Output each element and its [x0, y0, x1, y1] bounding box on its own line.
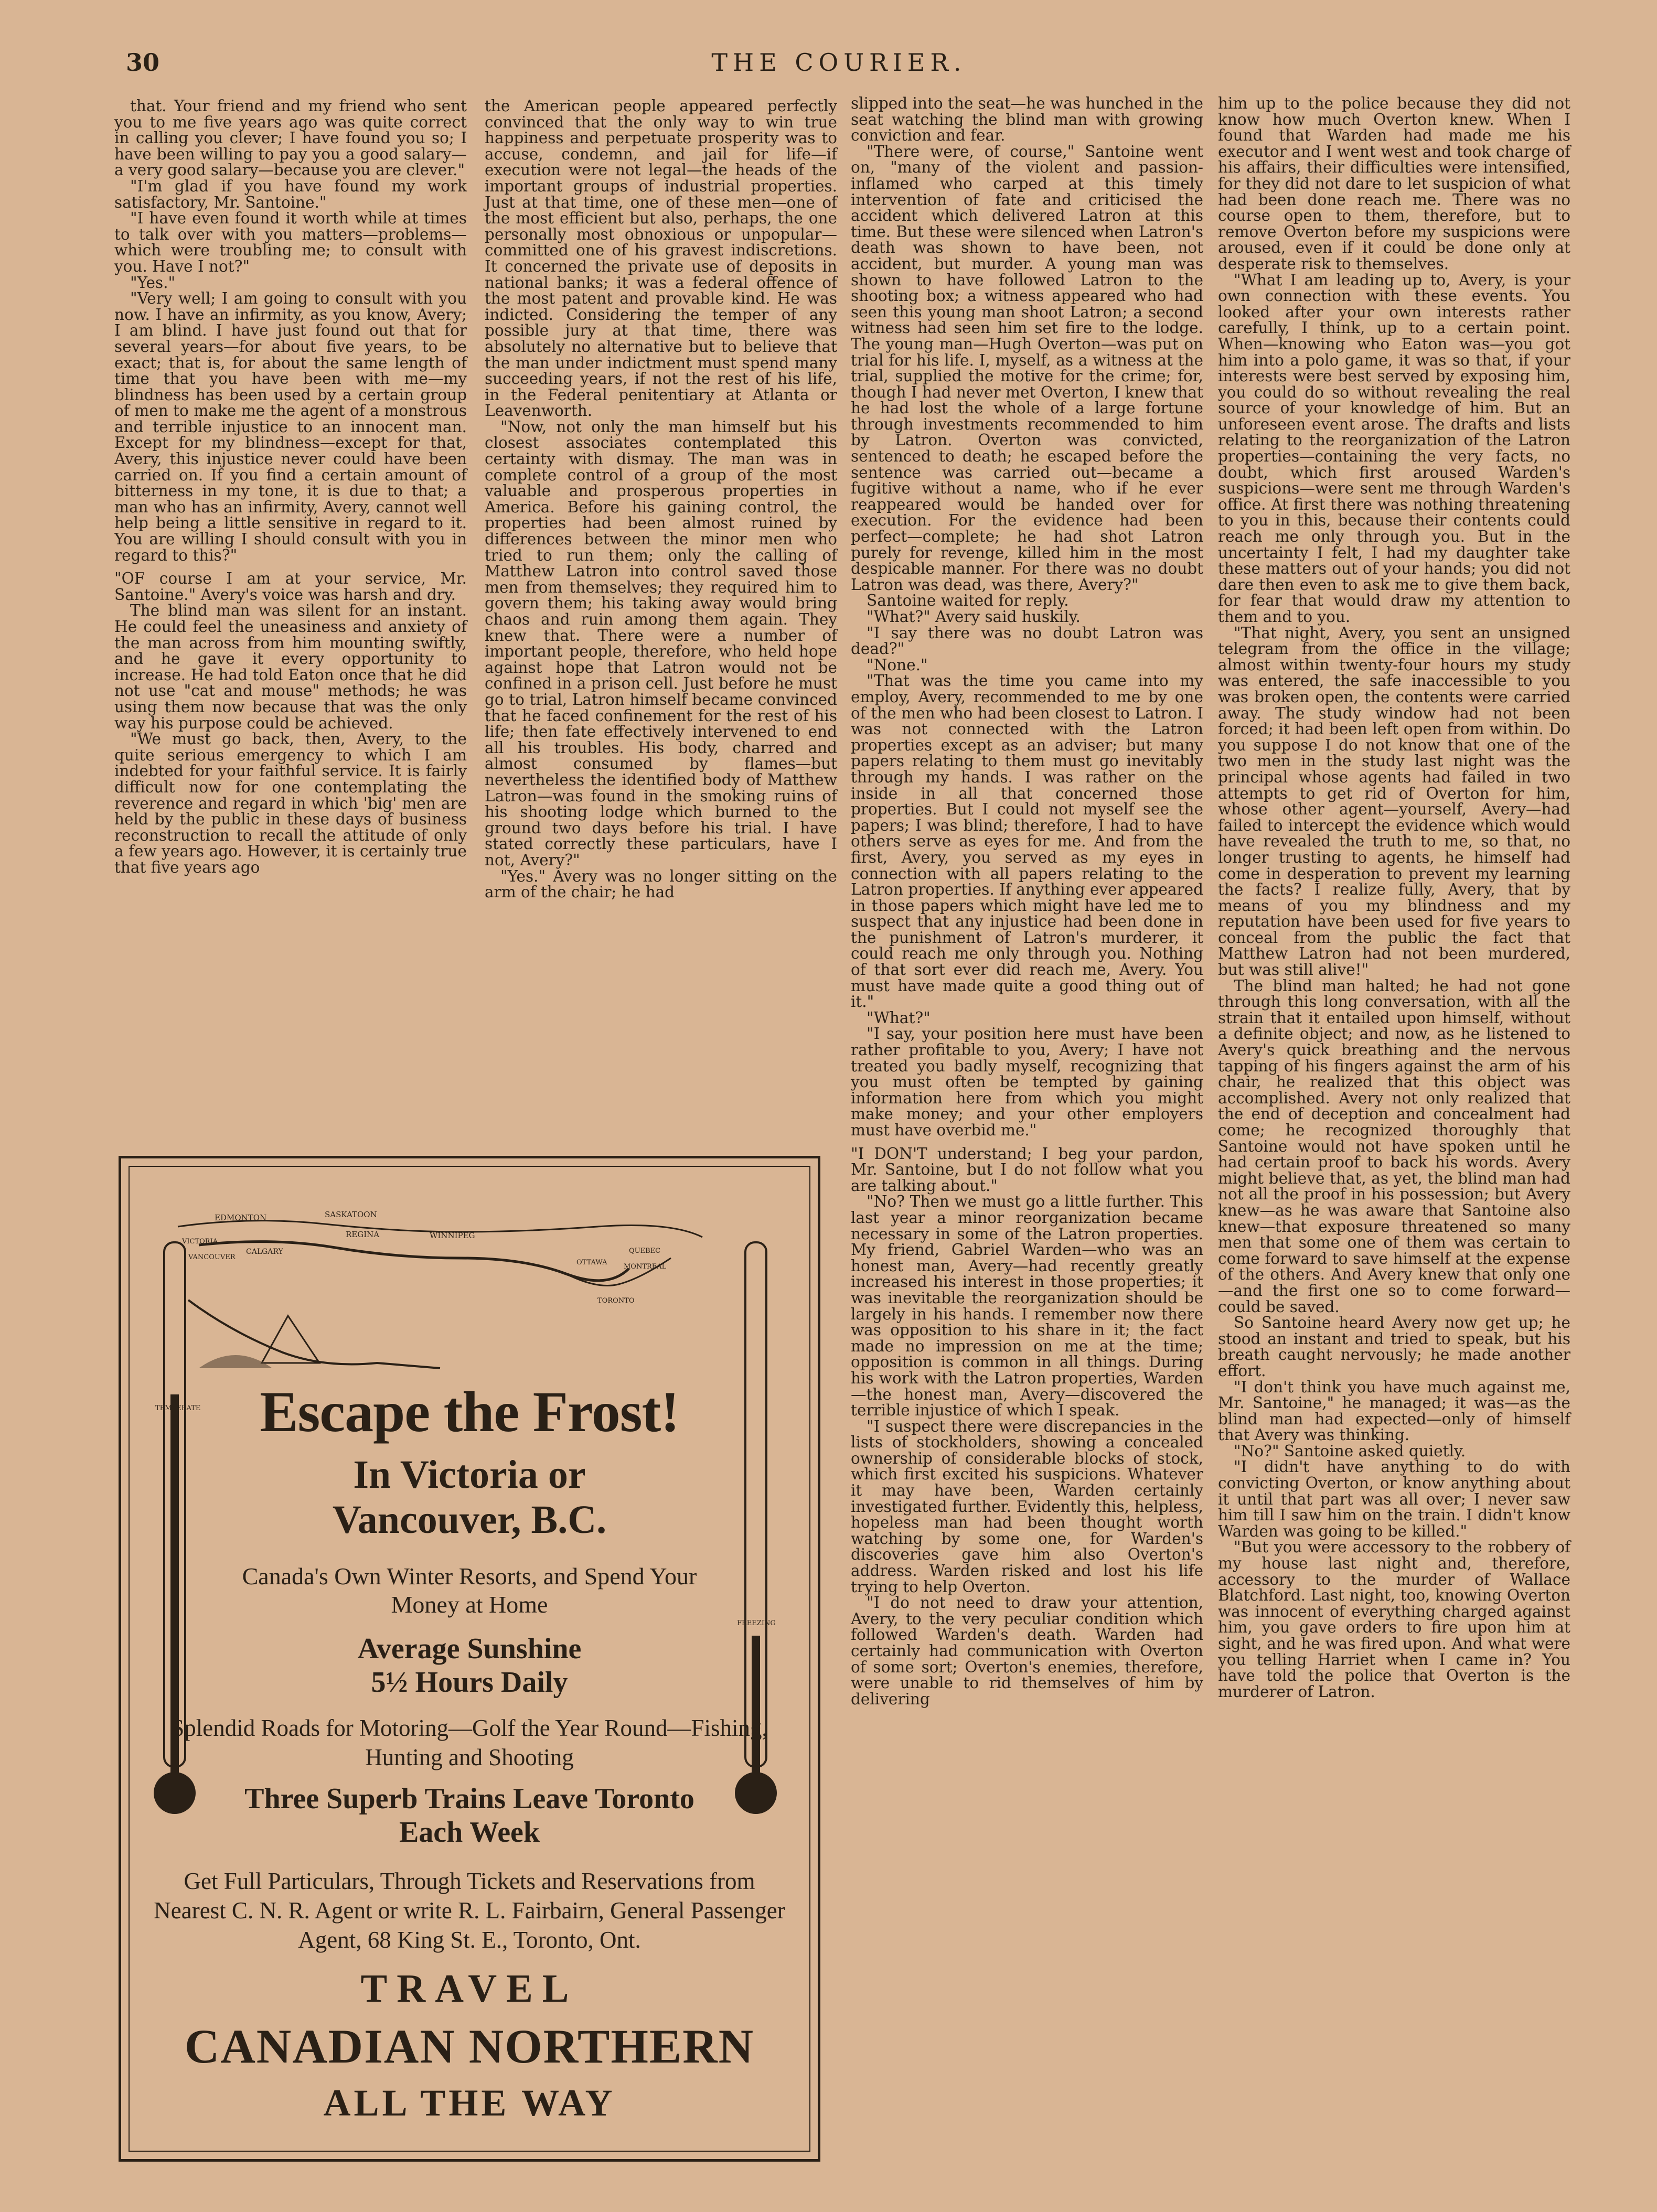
ad-travel: TRAVEL [360, 1967, 579, 2011]
map-label: VICTORIA [182, 1238, 218, 1245]
map-label: VANCOUVER [188, 1253, 236, 1261]
ad-sunshine-line-1: Average Sunshine [357, 1633, 582, 1665]
paragraph: "None." [867, 656, 928, 674]
map-label: MONTREAL [624, 1263, 667, 1271]
paragraph: "I didn't have anything to do with convicting Overton, or know anything about it until that part was all over; I never saw him till I saw him on the train. I didn't know Warden was going to be killed." [1218, 1458, 1570, 1540]
ad-tagline: Canada's Own Winter Resorts, and Spend Your Money at Home [242, 1563, 697, 1618]
paragraph: The blind man halted; he had not gone through this long conversation, with all the strain that it entailed upon himself, without a definite object; and now, as he listened to Avery's quick breathing and the nervous tapping of his fingers against the arm of his chair, he realized that this object was accomplished. Avery not only realized that the end of deception and concealment had come; he recognized thoroughly that Santoine would not have spoken until he had certain proof to back his words. Avery might believe that, as yet, the blind man had not all the proof in his possession; but Avery knew—as he was aware that Santoine also knew—that exposure threatened so many men that some one of them was certain to come forward to save himself at the expense of the others. And Avery knew that only one—and the first one so to come forward—could be saved. [1218, 976, 1570, 1316]
ad-trains-line-2: Each Week [399, 1816, 540, 1849]
paragraph: "Yes." Avery was no longer sitting on the arm of the chair; he had [485, 867, 837, 901]
paragraph: "I don't think you have much against me, Mr. Santoine," he managed; it was—as the blind man had expected—only of himself that Avery was thinking. [1218, 1378, 1570, 1444]
paragraph: So Santoine heard Avery now get up; he stood an instant and tried to speak, but his breath caught nervously; he made another effort. [1218, 1314, 1570, 1380]
ad-location-line-1: In Victoria or [353, 1453, 586, 1497]
paragraph: "I'm glad if you have found my work satisfactory, Mr. Santoine." [114, 177, 467, 211]
paragraph: "We must go back, then, Avery, to the quite serious emergency to which I am indebted for your faithful service. It is fairly difficult now for one contemplating the reverence and regard in which 'big' men are held by the public in these days of business reconstruction to recall the attitude of only a few years ago. However, it is certainly true that five years ago [114, 730, 467, 876]
paragraph: The blind man was silent for an instant. He could feel the uneasiness and anxiety of the man across from him mounting swiftly, and he gave it every opportunity to increase. He had told Eaton once that he did not use "cat and mouse" methods; he was using them now because that was the only way his purpose could be achieved. [114, 602, 467, 732]
paragraph: "I suspect there were discrepancies in the lists of stockholders, showing a concealed ownership of considerable blocks of stock, which first excited his suspicions. Whatever it may have been, Warden certainly investigated further. Evidently this, helpless, hopeless man had been thought worth watching by some one, for Warden's discoveries gave him also Overton's address. Warden risked and lost his life trying to help Overton. [851, 1417, 1203, 1596]
ad-location-line-2: Vancouver, B.C. [332, 1498, 607, 1542]
article-column-3 [851, 95, 1203, 2162]
paragraph: the American people appeared perfectly convinced that the only way to win true happiness and perpetuate prosperity was to accuse, condemn, and jail for life—if execution were not legal—the heads of the important groups of industrial properties. Just at that time, one of these men—one of the most efficient but also, perhaps, the one personally most obnoxious or unpopular—committed one of his gravest indiscretions. It concerned the private use of deposits in national banks; it was a federal offence of the most patent and provable kind. He was indicted. Considering the temper of any possible jury at that time, there was absolutely no alternative but to believe that the man under indictment must spend many succeeding years, if not the rest of his life, in the Federal penitentiary at Atlanta or Leavenworth. [485, 97, 837, 420]
ad-headline: Escape the Frost! [260, 1380, 679, 1444]
map-label: WINNIPEG [430, 1231, 475, 1240]
paragraph: "No? Then we must go a little further. This last year a minor reorganization became necessary in some of the Latron properties. My friend, Gabriel Warden—who was an honest man, Avery—had recently greatly increased his interest in those properties; it was inevitable the reorganization should be largely in his hands. I remember now there was opposition to his share in it; the fact made no impression on me at the time; opposition is common in all things. During his work with the Latron properties, Warden—the honest man, Avery—discovered the terrible injustice of which I speak. [851, 1193, 1203, 1420]
paragraph: "There were, of course," Santoine went on, "many of the violent and passion-inflamed who carped at this timely intervention of fate and criticised the accident which delivered Latron at this time. But these were silenced when Latron's death was shown to have been, not accident, but murder. A young man was shown to have followed Latron to the shooting box; a witness appeared who had seen this young man shoot Latron; a second witness had seen him set fire to the lodge. The young man—Hugh Overton—was put on trial for his life. I, myself, as a witness at the trial, supplied the motive for the crime; for, though I had never met Overton, I knew that he had lost the whole of a large fortune through investments recommended to him by Latron. Overton was convicted, sentenced to death; he escaped before the sentence was carried out—became a fugitive without a name, who if he ever reappeared would be handed over for execution. For the evidence had been perfect—complete; he had shot Latron purely for revenge, killed him in the most despicable manner. For there was no doubt Latron was dead, was there, Avery?" [851, 142, 1203, 594]
thermometer-right-label: FREEZING [737, 1619, 776, 1627]
ad-sunshine-line-2: 5½ Hours Daily [371, 1666, 568, 1699]
paragraph: "Very well; I am going to consult with you now. I have an infirmity, as you know, Avery; I am blind. I have just found out that for several years—for about five years, to be exact; that is, for about the same length of time that you have been with me—my blindness has been used by a certain group of men to make me the agent of a monstrous and terrible injustice to an innocent man. Except for my blindness—except for that, Avery, this injustice never could have been carried on. If you find a certain amount of bitterness in my tone, it is due to that; a man who has an infirmity, Avery, cannot well help being a little sensitive in regard to it. You are willing I should consult with you in regard to this?" [114, 289, 467, 564]
map-label: REGINA [346, 1230, 380, 1239]
ad-all-the-way: ALL THE WAY [323, 2082, 616, 2124]
paragraph: "I say there was no doubt Latron was dead?" [851, 624, 1203, 658]
drop-cap-paragraph: "OF course I am at your service, Mr. Santoine." Avery's voice was harsh and dry. [114, 570, 467, 604]
paragraph: slipped into the seat—he was hunched in the seat watching the blind man with growing conviction and fear. [851, 94, 1203, 145]
paragraph: "I have even found it worth while at times to talk over with you matters—problems—which were troubling me; to consult with you. Have I not?" [114, 209, 467, 275]
paragraph: "That was the time you came into my employ, Avery, recommended to me by one of the men who had been closest to Latron. I was not connected with the Latron properties except as an adviser; but many papers relating to them must go inevitably through my hands. I was rather on the inside in all that concerned those properties. But I could not myself see the papers; I was blind; therefore, I had to have others serve as eyes for me. And from the first, Avery, you served as my eyes in connection with all papers relating to the Latron properties. If anything ever appeared in those papers which might have led me to suspect that any injustice had been done in the punishment of Latron's murderer, it could reach me only through you. Nothing of that sort ever did reach me, Avery. You must have made quite a good thing out of it." [851, 672, 1203, 1011]
article-column-1 [114, 98, 467, 1111]
paragraph: "What?" [867, 1008, 931, 1027]
ad-particulars: Get Full Particulars, Through Tickets and Reservations from Nearest C. N. R. Agent or write R. L. Fairbairn, General Passenger Agent, 68 King St. E., Toronto, Ont. [154, 1868, 785, 1953]
paragraph: "I say, your position here must have been rather profitable to you, Avery; I have not treated you badly myself, recognizing that you must often be tempted by gaining information here from which you might make money; and your other employers must have overbid me." [851, 1025, 1203, 1139]
page-number: 30 [126, 48, 160, 77]
ad-activities: Splendid Roads for Motoring—Golf the Year Round—Fishing, Hunting and Shooting [171, 1715, 768, 1770]
paragraph: "That night, Avery, you sent an unsigned telegram from the office in the village; almost within twenty-four hours my study was entered, the safe inaccessible to you was broken open, the contents were carried away. The study window had not been forced; it had been left open from within. Do you suppose I do not know that one of the two men in the study last night was the principal whose agents had failed in two attempts to get rid of Overton for him, whose other agent—yourself, Avery—had failed to intercept the evidence which would have revealed the truth to me, so that, no longer trusting to agents, he himself had come in desperation to prevent my learning the facts? I realize fully, Avery, that by means of you my blindness and my reputation have been used for five years to conceal from the public the fact that Matthew Latron had not been murdered, but was still alive!" [1218, 624, 1570, 979]
drop-cap-paragraph: "I DON'T understand; I beg your pardon, Mr. Santoine, but I do not follow what you are talking about." [851, 1144, 1203, 1195]
paragraph: "Now, not only the man himself but his closest associates contemplated this certainty with dismay. The man was in complete control of a group of the most valuable and prosperous properties in America. Before his gaining control, the properties had been almost ruined by differences between the minor men who tried to run them; only the calling of Matthew Latron into control saved those men from themselves; they required him to govern them; his taking away would bring chaos and ruin among them again. They knew that. There were a number of important people, therefore, who held hope against hope that Latron would not be confined in a prison cell. Just before he must go to trial, Latron himself became convinced that he faced confinement for the rest of his life; then fate effectively intervened to end all his troubles. His body, charred and almost consumed by flames—but nevertheless the identified body of Matthew Latron—was found in the smoking ruins of his shooting lodge which burned to the ground two days before his trial. I have stated correctly these particulars, have I not, Avery?" [485, 417, 837, 869]
paragraph: "But you were accessory to the robbery of my house last night and, therefore, accessory to the murder of Wallace Blatchford. Last night, too, knowing Overton was innocent of everything charged against him, you gave orders to fire upon him at sight, and he was fired upon. And what were you telling Harriet when I came in? You have told the police that Overton is the murderer of Latron. [1218, 1538, 1570, 1701]
paragraph: "Yes." [130, 273, 176, 292]
map-label: CALGARY [246, 1248, 283, 1256]
ad-trains-line-1: Three Superb Trains Leave Toronto [244, 1783, 694, 1815]
map-label: OTTAWA [576, 1259, 607, 1266]
map-label: TORONTO [597, 1297, 635, 1305]
paragraph: "No?" Santoine asked quietly. [1234, 1442, 1466, 1460]
paragraph: "I do not need to draw your attention, Avery, to the very peculiar condition which followed Warden's death. Warden had certainly had communication with Overton of some sort; Overton's enemies, therefore, were unable to rid themselves of him by delivering [851, 1594, 1203, 1708]
thermometer-left-label: TEMPERATE [155, 1404, 201, 1412]
map-label: SASKATOON [325, 1210, 377, 1219]
railway-advertisement [119, 1156, 820, 2162]
article-column-4 [1218, 95, 1570, 2162]
paragraph: "What I am leading up to, Avery, is your own connection with these events. You looked after your own interests rather carefully, I think, up to a certain point. When—knowing who Eaton was—you got him into a polo game, it was so that, if your interests were best served by exposing him, you could do so without revealing the real source of your knowledge of him. But an unforeseen event arose. The drafts and lists relating to the reorganization of the Latron properties—containing the very facts, no doubt, which first aroused Warden's suspicions—were sent me through Warden's office. At first there was nothing threatening to you in this, because their contents could reach me only through you. But in the uncertainty I felt, I had my daughter take these matters out of your hands; you did not dare then even to ask me to give them back, for fear that would draw my attention to them and to you. [1218, 271, 1570, 626]
paragraph: him up to the police because they did not know how much Overton knew. When I found that Warden had made me his executor and I went west and took charge of his affairs, their difficulties were intensified, for they did not dare to let suspicion of what had been done reach me. There was no course open to them, therefore, but to remove Overton before my suspicions were aroused, even if it could be done only at desperate risk to themselves. [1218, 94, 1570, 273]
article-column-2 [485, 98, 837, 1111]
publication-title: THE COURIER. [711, 48, 967, 77]
paragraph: Santoine waited for reply. [867, 592, 1069, 610]
paragraph: "What?" Avery said huskily. [867, 608, 1081, 626]
page-header [115, 48, 1563, 80]
map-label: EDMONTON [215, 1213, 267, 1222]
paragraph: that. Your friend and my friend who sent you to me five years ago was quite correct in calling you clever; I have found you so; I have been willing to pay you a good salary—a very good salary—because you are clever." [114, 97, 467, 179]
ad-railway-name: CANADIAN NORTHERN [184, 2020, 755, 2073]
map-label: QUEBEC [629, 1247, 661, 1255]
